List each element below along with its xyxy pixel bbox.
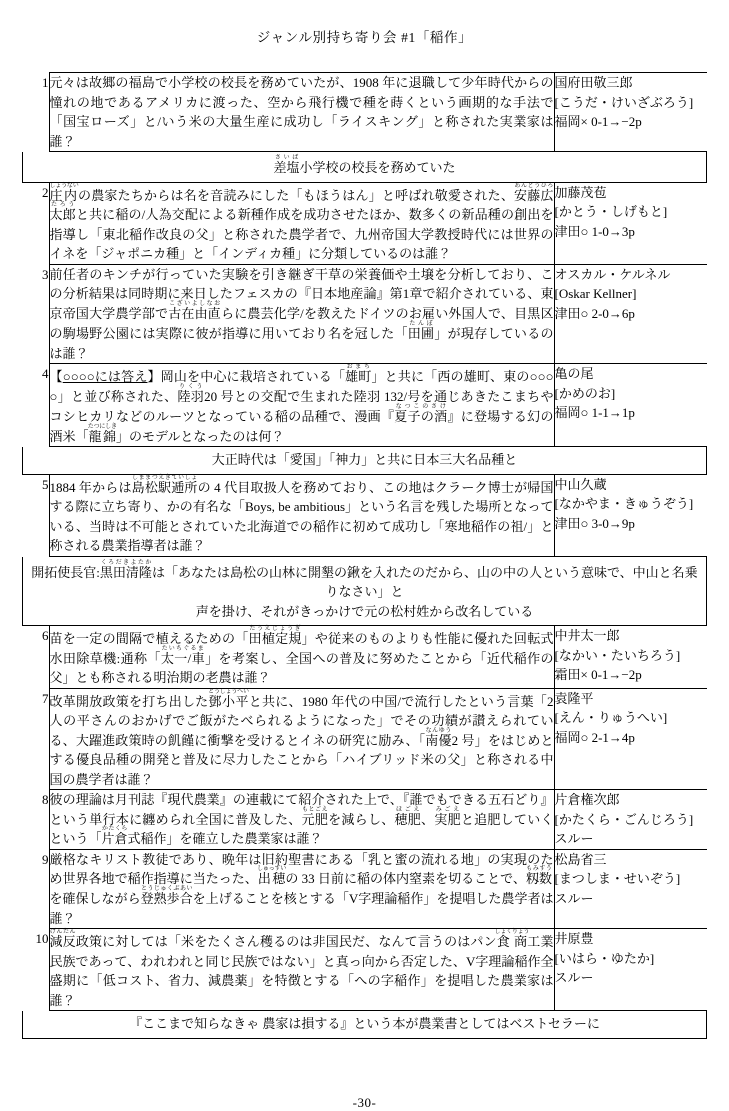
- answer-name: 片倉権次郎: [554, 792, 620, 807]
- answer-name: 加藤茂苞: [554, 184, 607, 200]
- question-number: 9: [23, 849, 50, 929]
- ruby-kozai-yoshinao: 古在由直こざいよしなお: [168, 301, 221, 321]
- table-row: [23, 849, 707, 929]
- answer-reading: [こうだ・けいざぶろう]: [554, 94, 694, 110]
- answer-cell: [554, 626, 707, 689]
- answer-cell: [554, 929, 707, 1011]
- note-cell: 開拓使長官:黒田清隆くろだきよたかは「あなたは島松の山林に開墾の鍬を入れたのだから、山の中の人という意味で、中山と名乗りなさい」と 声を掛け、それがきっかけで元の松村姓から改名している: [23, 556, 707, 626]
- table-row: [23, 264, 707, 364]
- answer-cell: [554, 688, 707, 790]
- answer-score: 福岡○ 1-1→1p: [554, 405, 635, 420]
- ruby-saiba: 差塩さいば: [273, 155, 300, 175]
- answer-cell: [554, 364, 707, 447]
- ruby-katakura: 片倉かたくら: [101, 826, 128, 846]
- answer-cell: [554, 790, 707, 850]
- answer-cell: [554, 474, 707, 556]
- ruby-taichiguruma: 太一/車たいちぐるま: [160, 645, 206, 666]
- note-row: [23, 152, 707, 183]
- answer-reading: [なかやま・きゅうぞう]: [554, 496, 694, 511]
- note-cell: [23, 1011, 707, 1039]
- question-text: 苗を一定の間隔で植えるための「田植定規たうえじょうぎ」や従来のものよりも性能に優れた回転式水田除草機:通称「太一/車たいちぐるま」を考案し、全国への普及に努めたことから「近代稲作の父」とも称される明治期の老農は誰？: [49, 626, 554, 689]
- question-number: 3: [23, 264, 50, 364]
- note-line: 大正時代は「愛国」「神力」と共に日本三大名品種と: [211, 452, 518, 467]
- question-text: 彼の理論は月刊誌『現代農業』の連載にて紹介された上で、『誰でもできる五石どり』という単行本に纏められ全国に普及した、元肥もとごえを減らし、穂肥ほごえ、実肥みごえと追肥していくという「片倉かたくら式稲作」を確立した農業家は誰？: [49, 790, 554, 850]
- question-number: 6: [23, 626, 50, 689]
- question-text: 前任者のキンチが行っていた実験を引き継ぎ干草の栄養価や土壌を分析しており、この分析結果は同時期に来日したフェスカの『日本地産論』第1章で紹介されている、東京帝国大学農学部で古在由直こざいよしなおらに農芸化学/を教えたドイツのお雇い外国人で、目黒区の駒場野公園には実際に彼が指導に用いており名を冠した「田圃たんぼ」が現存しているのは誰？: [49, 264, 554, 364]
- answer-reading: [かとう・しげもと]: [554, 204, 668, 219]
- ruby-migoe: 実肥みごえ: [434, 806, 461, 827]
- answer-name: オスカル・ケルネル: [554, 266, 671, 282]
- ruby-to-shohei: 鄧小平とうしょうへい: [208, 688, 249, 709]
- answer-reading: [かめのお]: [554, 385, 616, 401]
- question-text: 改革開放政策を打ち出した鄧小平とうしょうへいと共に、1980 年代の中国/で流行したという言葉「2 人の平さんのおかげでご飯がたべられるようになった」でその功績が讃えられている、大躍進政策時の飢饉に衝撃を受けるとイネの研究に励み、「南優なんゆう2 号」をはじめとする優良品種の開発と普及に尽力したことから「ハイブリッド米の父」と称される中国の農学者は誰？: [49, 688, 554, 790]
- question-text: 庄内しょうないの農家たちからは名を音読みにした「もほうはん」と呼ばれ敬愛された、安藤広太郎あんどうひろたろうと共に稲の/人為交配による新種作成を成功させたほか、数多くの新品種の創出を指導し「東北稲作改良の父」と称された農学者で、九州帝国大学教授時代には世界のイネを「ジャポニカ種」と「インディカ種」に分類しているのは誰？: [49, 182, 554, 264]
- ruby-tauejogi: 田植定規たうえじょうぎ: [248, 626, 302, 646]
- answer-name: 井原豊: [554, 931, 594, 946]
- answer-score: スルー: [554, 831, 594, 846]
- question-number: 10: [23, 929, 50, 1011]
- question-text: 1884 年からは島松駅逓所しままつえきていしょの 4 代目取扱人を務めており、この地はクラーク博士が帰国する際に立ち寄り、かの有名な「Boys, be ambitious」という名言を残した場所となっている、当時は不可能とされていた北海道での稲作に初めて成功し「寒地稲作の祖/」と称される農業指導者は誰？: [49, 474, 554, 556]
- page-number: -30-: [352, 1094, 377, 1110]
- ruby-shonai: 庄内しょうない: [49, 182, 79, 203]
- note-row: [23, 447, 707, 475]
- ruby-tatsunishiki: 龍錦たつにしき: [87, 423, 117, 444]
- table-row: [23, 474, 707, 556]
- ruby-tanbo: 田圃たんぼ: [407, 321, 435, 341]
- ruby-gentan: 減反げんたん: [49, 929, 76, 949]
- answer-score: 津田○ 1-0→3p: [554, 223, 635, 239]
- table-row: [23, 626, 707, 689]
- ruby-ando-hirotaro: 安藤広太郎あんどうひろたろう: [49, 182, 554, 222]
- ruby-shussui: 出穂しゅっすい: [257, 866, 287, 886]
- ruby-kuroda-kiyotaka: 黒田清隆くろだきよたか: [99, 559, 152, 580]
- answer-name: 袁隆平: [554, 690, 594, 706]
- answer-reading: [まつしま・せいぞう]: [554, 871, 681, 886]
- question-number: 5: [23, 474, 50, 556]
- answer-score: スルー: [554, 890, 594, 906]
- note-row: [23, 556, 707, 626]
- answer-score: 福岡× 0-1→−2p: [554, 114, 642, 129]
- table-row: [23, 182, 707, 264]
- table-row: [23, 790, 707, 850]
- answer-reading: [Oskar Kellner]: [554, 286, 637, 301]
- question-number: 7: [23, 688, 50, 790]
- question-text: 厳格なキリスト教徒であり、晩年は旧約聖書にある「乳と蜜の流れる地」の実現のため世界各地で稲作指導に当たった、出穂しゅっすいの 33 日前に稲の体内窒素を切ることで、籾数もみすうを確保しながら登熟歩合とうじゅくぶあいを上げることを核とする「V字理論稲作」を提唱した農学者は誰？: [49, 849, 554, 929]
- table-row: [23, 73, 707, 152]
- answer-reading: [えん・りゅうへい]: [554, 710, 668, 725]
- answer-reading: [いはら・ゆたか]: [554, 950, 655, 966]
- ruby-rikuu: 陸羽りくう: [177, 384, 205, 404]
- question-number: 1: [23, 73, 50, 152]
- answer-reading: [かたくら・ごんじろう]: [554, 811, 694, 827]
- note-cell: [23, 447, 707, 475]
- answer-name: 亀の尾: [554, 366, 594, 381]
- answer-score: 津田○ 3-0→9p: [554, 515, 635, 531]
- question-text: 元々は故郷の福島で小学校の校長を務めていたが、1908 年に退職して少年時代からの憧れの地であるアメリカに渡った、空から飛行機で種を蒔くという画期的な手法で「国宝ローズ」と/いう米の大量生産に成功し「ライスキング」と称された実業家は誰？: [49, 73, 554, 152]
- ruby-motogoe: 元肥もとごえ: [301, 806, 329, 827]
- answer-score: 津田○ 2-0→6p: [554, 305, 635, 321]
- answer-reading: [なかい・たいちろう]: [554, 647, 681, 663]
- note-cell: 差塩さいば小学校の校長を務めていた: [23, 152, 707, 183]
- question-number: 8: [23, 790, 50, 850]
- note-line: 声を掛け、それがきっかけで元の松村姓から改名している: [195, 603, 534, 619]
- answer-score: スルー: [554, 970, 594, 985]
- question-number: 4: [23, 364, 50, 447]
- answer-name: 国府田敬三郎: [554, 75, 633, 90]
- answer-cell: [554, 264, 707, 364]
- note-line: 『ここまで知らなきゃ 農家は損する』という本が農業書としてはベストセラーに: [129, 1016, 600, 1031]
- ruby-hogoe: 穂肥ほごえ: [394, 806, 422, 827]
- answer-score: 福岡○ 2-1→4p: [554, 729, 635, 745]
- ruby-momisu: 籾数もみすう: [525, 866, 552, 886]
- table-row: [23, 929, 707, 1011]
- page-title: ジャンル別持ち寄り会 #1「稲作」: [256, 30, 473, 45]
- answer-name: 中山久蔵: [554, 476, 607, 492]
- answer-cell: [554, 849, 707, 929]
- table-row: [23, 364, 707, 447]
- answer-score: 霜田× 0-1→−2p: [554, 667, 642, 682]
- answer-cell: [554, 182, 707, 264]
- ruby-shokuryo: 食商しょくりょう: [494, 929, 530, 949]
- ruby-tojuku-buai: 登熟歩合とうじゅくぶあい: [140, 886, 193, 906]
- question-text: 【○○○○には答え】岡山を中心に栽培されている「雄町おまち」と共に「西の雄町、東の○○○○」と並び称された、陸羽りくう20 号との交配で生まれた陸羽 132/号を通じあきたこまちやコシヒカリなどのルーツとなっている稲の品種で、漫画『夏子の酒なつこのさけ』に登場する幻の酒米「龍錦たつにしき」のモデルとなったのは何？: [49, 364, 554, 447]
- ruby-nanyu: 南優なんゆう: [425, 727, 452, 748]
- quiz-table: [22, 72, 707, 1039]
- question-text: 減反げんたん政策に対しては「米をたくさん穫るのは非国民だ、なんて言うのはパン食商しょくりょう工業民族であって、われわれと同じ民族ではない」と真っ向から否定した、V字理論稲作全盛期に「低コスト、省力、減農薬」を特徴とする「への字稲作」を提唱した農業家は誰？: [49, 929, 554, 1011]
- table-row: [23, 688, 707, 790]
- answer-name: 松島省三: [554, 851, 607, 867]
- note-row: [23, 1011, 707, 1039]
- ruby-omachi: 雄町おまち: [345, 364, 372, 384]
- answer-name: 中井太一郎: [554, 628, 620, 643]
- question-number: 2: [23, 182, 50, 264]
- ruby-shimamatsu-ekiteisho: 島松駅逓所しままつえきていしょ: [131, 474, 198, 495]
- answer-cell: [554, 73, 707, 152]
- ruby-natsuko-sake: 夏子の酒なつこのさけ: [394, 404, 448, 424]
